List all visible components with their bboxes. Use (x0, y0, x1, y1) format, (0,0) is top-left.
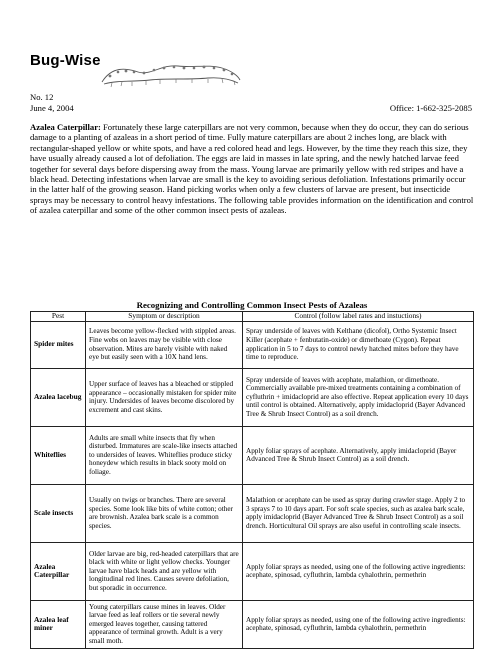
pest-name: Spider mites (31, 321, 86, 368)
pest-symptom: Upper surface of leaves has a bleached or stippled appearance – occasionally mistaken for spider mite injury. Undersides of leaves become discolored by excrement and cast skins. (86, 368, 243, 426)
pest-symptom: Leaves become yellow-flecked with stippled areas. Fine webs on leaves may be visible with close observation. Mites are barely visible with naked eye but easily seen with a 10X hand lens. (86, 321, 243, 368)
pest-name: Scale insects (31, 484, 86, 542)
pest-name: Azalea Caterpillar (31, 542, 86, 600)
pest-control: Apply foliar sprays as needed, using one of the following active ingredients: acephate, spinosad, cyfluthrin, lambda cyhalothrin, permethrin (243, 542, 474, 600)
pest-control: Malathion or acephate can be used as spray during crawler stage. Apply 2 to 3 sprays 7 to 10 days apart. For soft scale species, such as azalea bark scale, apply imidacloprid (Bayer Advanced Tree & Shrub Insect Control) as a soil drench. Horticultural Oil sprays are also useful in controlling scale insects. (243, 484, 474, 542)
header-symptom: Symptom or description (86, 312, 243, 322)
caterpillar-illustration (98, 58, 243, 90)
intro-paragraph (30, 122, 474, 216)
issue-number: No. 12 (30, 92, 54, 102)
issue-info (30, 92, 74, 113)
office-phone: Office: 1-662-325-2085 (389, 102, 472, 113)
table-row (31, 321, 474, 368)
pest-name: Azalea lacebug (31, 368, 86, 426)
table-row (31, 600, 474, 648)
pest-control: Apply foliar sprays as needed, using one of the following active ingredients: acephate, spinosad, cyfluthrin, lambda cyhalothrin, permethrin (243, 600, 474, 648)
pest-name: Whiteflies (31, 426, 86, 484)
pest-control: Spray underside of leaves with Kelthane (dicofol), Ortho Systemic Insect Killer (acephate + fenbutatin-oxide) or dimethoate (Cygon). Repeat application in 5 to 7 days to control newly hatched mites before they have time to reproduce. (243, 321, 474, 368)
pest-control: Spray underside of leaves with acephate, malathion, or dimethoate. Commercially available pre-mixed treatments containing a combination of cyfluthrin + imidacloprid are also effective. Repeat application every 10 days until control is obtained. Alternatively, apply imidacloprid (Bayer Advanced Tree & Shrub Insect Control) as a soil drench. (243, 368, 474, 426)
pest-name: Azalea leaf miner (31, 600, 86, 648)
pest-table (30, 311, 474, 649)
intro-lead: Azalea Caterpillar: (30, 122, 101, 132)
table-row (31, 484, 474, 542)
table-header-row (31, 312, 474, 322)
pest-symptom: Young caterpillars cause mines in leaves. Older larvae feed as leaf rollers or tie several newly emerged leaves together, causing tattered appearance of terminal growth. Adult is a very small moth. (86, 600, 243, 648)
pest-symptom: Usually on twigs or branches. There are several species. Some look like bits of white cotton; other are brownish. Azalea bark scale is a common species. (86, 484, 243, 542)
table-row (31, 368, 474, 426)
newsletter-title: Bug-Wise (30, 52, 101, 69)
intro-text: Fortunately these large caterpillars are not very common, because when they do occur, they can do serious damage to a planting of azaleas in a short period of time. Fully mature caterpillars are about 2 inches long, are black with rectangular-shaped yellow or white spots, and have a red colored head and legs. However, by the time they reach this size, they have usually already caused a lot of defoliation. The eggs are laid in masses in late spring, and the newly hatched larvae feed together for several days before dispersing away from the mass. Young larvae are primarily yellow with red stripes and have a black head. Detecting infestations when larvae are small is the key to avoiding serious defoliation. Infestations primarily occur in the latter half of the growing season. Hand picking works when only a few clusters of larvae are present, but insecticide sprays may be necessary to control heavy infestations. The following table provides information on the identification and control of azalea caterpillar and some of the other common insect pests of azaleas. (30, 122, 474, 216)
header-pest: Pest (31, 312, 86, 322)
pest-symptom: Older larvae are big, red-headed caterpillars that are black with white or light yellow checks. Younger larvae have black heads and are yellow with longitudinal red lines. Causes severe defoliation, but sporadic in occurrence. (86, 542, 243, 600)
table-row (31, 426, 474, 484)
pest-symptom: Adults are small white insects that fly when disturbed. Immatures are scale-like insects attached to undersides of leaves. Whiteflies produce sticky honeydew which results in black sooty mold on foliage. (86, 426, 243, 484)
header-control: Control (follow label rates and instuctions) (243, 312, 474, 322)
table-title: Recognizing and Controlling Common Insect Pests of Azaleas (136, 300, 368, 310)
table-row (31, 542, 474, 600)
issue-date: June 4, 2004 (30, 102, 74, 113)
pest-control: Apply foliar sprays of acephate. Alternatively, apply imidacloprid (Bayer Advanced Tree & Shrub Insect Control) as a soil drench. (243, 426, 474, 484)
